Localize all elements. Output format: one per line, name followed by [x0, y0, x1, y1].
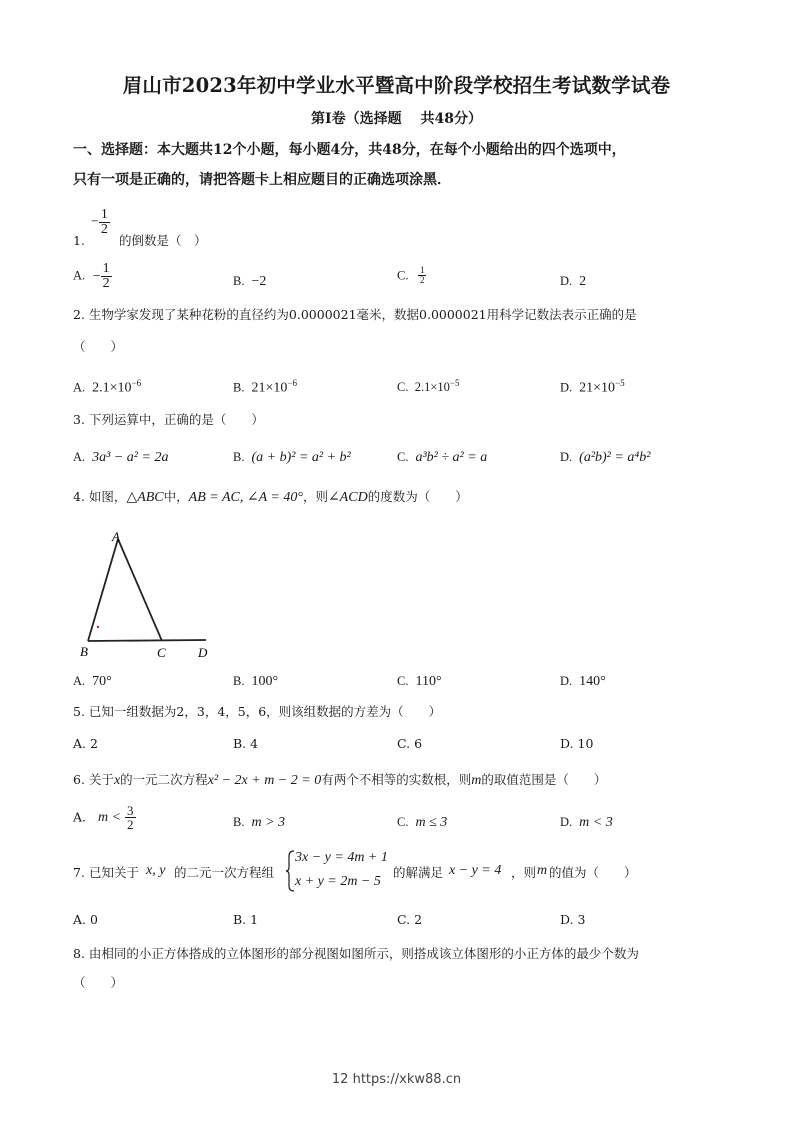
question-7: 7. 已知关于 x, y 的二元一次方程组 3x − y = 4m + 1 x + y = 2m − 5 的解满足 x − y = 4 ，则 m 的值为（ ）	[73, 848, 723, 894]
question-number: 5.	[73, 704, 85, 719]
option-a[interactable]: A. 0	[73, 912, 98, 927]
question-number: 4.	[73, 489, 85, 504]
option-a[interactable]: A. 2	[73, 736, 98, 751]
question-5	[73, 703, 723, 721]
segment-bd	[88, 640, 206, 641]
question-8	[73, 945, 723, 963]
option-c[interactable]: C. $2.1\times 10^{-5}$	[397, 378, 460, 395]
option-a[interactable]: A. m < $\frac{3}{2}$	[73, 803, 134, 832]
question-2-cont: （ ）	[73, 339, 124, 354]
label-d: D	[198, 645, 208, 660]
option-b[interactable]: B. 1	[233, 912, 259, 927]
option-d[interactable]: D. 140°	[560, 674, 606, 689]
label-c: C	[157, 645, 166, 660]
option-d[interactable]: D. 10	[560, 736, 594, 751]
option-d[interactable]: D. 3	[560, 912, 586, 927]
option-a[interactable]: A. 3a³ − a² = 2a	[73, 450, 169, 465]
option-c[interactable]: C. 2	[397, 912, 423, 927]
option-d[interactable]: D. (a²b)² = a⁴b²	[560, 450, 651, 465]
question-stem: 生物学家发现了某种花粉的直径约为0.0000021毫米，数据0.0000021用科学记数法表示正确的是	[88, 307, 637, 322]
option-b[interactable]: B. (a + b)² = a² + b²	[233, 450, 351, 465]
question-number: 1.	[73, 233, 85, 248]
segment-ac	[118, 539, 162, 641]
option-d[interactable]: D. 2	[560, 274, 587, 289]
equation-2: x + y = 2m − 5	[295, 874, 381, 889]
instructions-line-1: 一、选择题：本大题共12个小题，每小题4分，共48分，在每个小题给出的四个选项中，	[73, 142, 626, 158]
question-number: 3.	[73, 412, 85, 427]
question-stem: 已知一组数据为2，3，4，5，6，则该组数据的方差为（ ）	[88, 704, 442, 719]
option-c[interactable]: C. m ≤ 3	[397, 815, 448, 830]
page-title: 眉山市2023年初中学业水平暨高中阶段学校招生考试数学试卷	[122, 74, 671, 97]
option-c[interactable]: C. $\frac{1}{2}$	[397, 265, 425, 285]
option-d[interactable]: D. $21\times 10^{-5}$	[560, 378, 625, 396]
question-stem: 的倒数是（ ）	[119, 233, 207, 248]
option-c[interactable]: C. a³b² ÷ a² = a	[397, 450, 488, 465]
option-b[interactable]: B. m > 3	[233, 815, 286, 830]
label-b: B	[80, 644, 88, 659]
label-a: A	[112, 529, 120, 544]
section-subtitle: 第Ⅰ卷（选择题 共48分）	[311, 111, 482, 127]
option-a[interactable]: A. − $\frac{1}{2}$	[73, 261, 110, 291]
question-stem: 下列运算中，正确的是（ ）	[88, 412, 264, 427]
mark-dot	[97, 626, 99, 628]
option-b[interactable]: B. $21\times 10^{-6}$	[233, 378, 297, 396]
question-number: 8.	[73, 946, 85, 961]
option-a[interactable]: A. 70°	[73, 674, 112, 689]
question-8-cont: （ ）	[73, 975, 124, 990]
option-b[interactable]: B. 4	[233, 736, 259, 751]
question-stem: 由相同的小正方体搭成的立体图形的部分视图如图所示，则搭成该立体图形的小正方体的最少个数为	[88, 946, 639, 961]
question-6: 6. 关于x的一元二次方程x² − 2x + m − 2 = 0有两个不相等的实数根，则m的取值范围是（ ）	[73, 772, 607, 788]
option-d[interactable]: D. m < 3	[560, 815, 613, 830]
instructions-line-2: 只有一项是正确的，请把答题卡上相应题目的正确选项涂黑．	[73, 172, 451, 188]
stem-fraction: − $\frac{1}{2}$	[91, 207, 108, 237]
question-number: 2.	[73, 307, 85, 322]
option-b[interactable]: B. −2	[233, 274, 267, 289]
option-c[interactable]: C. 6	[397, 736, 423, 751]
option-c[interactable]: C. 110°	[397, 674, 442, 689]
question-2	[73, 306, 723, 324]
question-number: 7.	[73, 865, 85, 880]
segment-ab	[88, 539, 118, 641]
option-a[interactable]: A. $2.1\times 10^{-6}$	[73, 378, 142, 396]
question-number: 6.	[73, 772, 85, 787]
page-footer: 12 https://xkw88.cn	[331, 1072, 462, 1087]
question-3	[73, 411, 723, 429]
system-brace	[285, 850, 295, 892]
option-b[interactable]: B. 100°	[233, 674, 279, 689]
triangle-figure	[70, 525, 220, 665]
question-4: 4. 如图，△ABC中，AB = AC, ∠A = 40°，则∠ACD的度数为（ ）	[73, 489, 468, 505]
equation-1: 3x − y = 4m + 1	[295, 850, 388, 865]
